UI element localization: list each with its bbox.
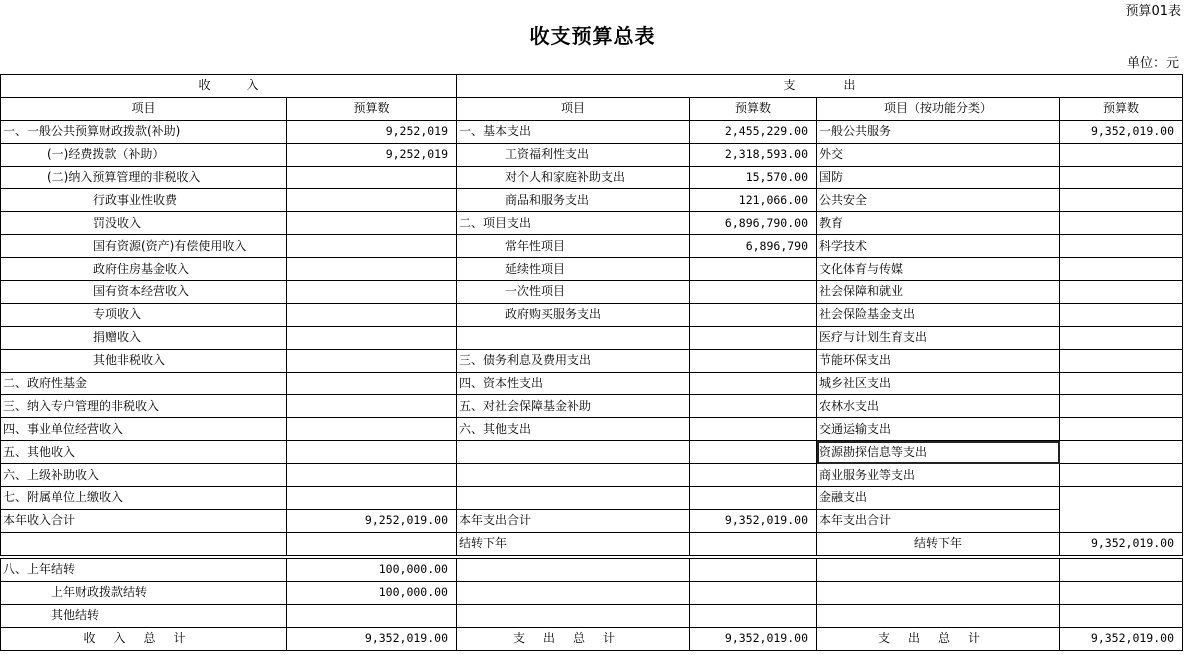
prior-year-other-row: [1, 604, 1183, 627]
expense-value-cell[interactable]: [690, 303, 817, 326]
income-value-cell[interactable]: [287, 372, 457, 395]
func-value-cell[interactable]: [1060, 212, 1183, 235]
expense-value-cell[interactable]: 121,066.00: [690, 189, 817, 212]
income-value-cell[interactable]: [287, 212, 457, 235]
func-value-cell[interactable]: 9,352,019.00: [1060, 532, 1183, 555]
func-item-cell[interactable]: 一般公共服务: [817, 120, 1060, 143]
expense-item-cell[interactable]: 一、基本支出: [457, 120, 690, 143]
table-row: [1, 395, 1183, 418]
expense-item-cell[interactable]: 三、债务利息及费用支出: [457, 349, 690, 372]
expense-empty-cell[interactable]: [457, 559, 690, 582]
budget-table: [0, 74, 1183, 556]
func-item-cell-selected[interactable]: 资源勘探信息等支出: [817, 441, 1060, 464]
income-value-cell[interactable]: [287, 464, 457, 487]
table-row: [1, 441, 1183, 464]
expense-item-cell[interactable]: 工资福利性支出: [457, 143, 690, 166]
income-value-cell[interactable]: [287, 303, 457, 326]
col-header-func-item[interactable]: 项目（按功能分类）: [817, 97, 1060, 120]
income-item-cell[interactable]: 罚没收入: [1, 212, 287, 235]
func-grand-total-label[interactable]: 支出总计: [817, 627, 1060, 650]
func-empty-cell[interactable]: [817, 559, 1060, 582]
func-empty-value-cell[interactable]: [1060, 604, 1183, 627]
income-item-cell[interactable]: 国有资本经营收入: [1, 281, 287, 304]
table-row: [1, 258, 1183, 281]
income-item-cell[interactable]: 七、附属单位上缴收入: [1, 487, 287, 510]
expense-empty-cell[interactable]: [457, 581, 690, 604]
expense-value-cell[interactable]: [690, 372, 817, 395]
income-item-cell[interactable]: 政府住房基金收入: [1, 258, 287, 281]
prior-year-fiscal-row: [1, 581, 1183, 604]
func-value-cell[interactable]: [1060, 487, 1183, 533]
income-value-cell[interactable]: 9,252,019: [287, 120, 457, 143]
func-value-cell[interactable]: [1060, 258, 1183, 281]
prior-year-fiscal-label[interactable]: 上年财政拨款结转: [1, 581, 287, 604]
income-item-cell[interactable]: 二、政府性基金: [1, 372, 287, 395]
col-header-income-item[interactable]: 项目: [1, 97, 287, 120]
func-item-cell[interactable]: 社会保险基金支出: [817, 303, 1060, 326]
income-year-total-label[interactable]: 本年收入合计: [1, 509, 287, 532]
func-value-cell[interactable]: [1060, 303, 1183, 326]
func-value-cell[interactable]: [1060, 189, 1183, 212]
income-empty-cell[interactable]: [1, 532, 287, 555]
expense-item-cell[interactable]: [457, 441, 690, 464]
expense-item-cell[interactable]: 常年性项目: [457, 235, 690, 258]
expense-item-cell[interactable]: [457, 464, 690, 487]
expense-empty-cell[interactable]: [457, 604, 690, 627]
expense-value-cell[interactable]: [690, 326, 817, 349]
year-total-row: [1, 509, 1183, 532]
income-item-cell[interactable]: 捐赠收入: [1, 326, 287, 349]
func-item-cell[interactable]: 城乡社区支出: [817, 372, 1060, 395]
func-value-cell[interactable]: [1060, 372, 1183, 395]
income-year-total-value[interactable]: 9,252,019.00: [287, 509, 457, 532]
expense-item-cell[interactable]: 对个人和家庭补助支出: [457, 166, 690, 189]
income-item-cell[interactable]: 四、事业单位经营收入: [1, 418, 287, 441]
income-item-cell[interactable]: (二)纳入预算管理的非税收入: [1, 166, 287, 189]
income-item-cell[interactable]: 国有资源(资产)有偿使用收入: [1, 235, 287, 258]
func-value-cell[interactable]: [1060, 441, 1183, 464]
expense-carry-forward-label[interactable]: 结转下年: [457, 532, 690, 555]
prior-year-row: [1, 559, 1183, 582]
table-row: [1, 212, 1183, 235]
expense-year-total-value[interactable]: 9,352,019.00: [690, 509, 817, 532]
func-value-cell[interactable]: [1060, 281, 1183, 304]
func-item-cell[interactable]: 文化体育与传媒: [817, 258, 1060, 281]
func-item-cell[interactable]: 节能环保支出: [817, 349, 1060, 372]
income-item-cell[interactable]: 五、其他收入: [1, 441, 287, 464]
func-value-cell[interactable]: [1060, 235, 1183, 258]
expense-value-cell[interactable]: [690, 258, 817, 281]
income-value-cell[interactable]: [287, 395, 457, 418]
expense-item-cell[interactable]: 一次性项目: [457, 281, 690, 304]
expense-empty-value-cell[interactable]: [690, 604, 817, 627]
income-item-cell[interactable]: 其他非税收入: [1, 349, 287, 372]
grand-total-row: [1, 627, 1183, 650]
func-year-total-label[interactable]: 本年支出合计: [817, 509, 1060, 532]
income-value-cell[interactable]: [287, 235, 457, 258]
table-row: [1, 189, 1183, 212]
table-row: [1, 120, 1183, 143]
income-value-cell[interactable]: [287, 441, 457, 464]
income-value-cell[interactable]: [287, 487, 457, 510]
expense-value-cell[interactable]: 2,318,593.00: [690, 143, 817, 166]
income-grand-total-value[interactable]: 9,352,019.00: [287, 627, 457, 650]
func-empty-value-cell[interactable]: [1060, 559, 1183, 582]
income-value-cell[interactable]: [287, 418, 457, 441]
prior-year-other-label[interactable]: 其他结转: [1, 604, 287, 627]
func-value-cell[interactable]: [1060, 395, 1183, 418]
income-item-cell[interactable]: (一)经费拨款（补助）: [1, 143, 287, 166]
expense-item-cell[interactable]: 五、对社会保障基金补助: [457, 395, 690, 418]
income-item-cell[interactable]: 行政事业性收费: [1, 189, 287, 212]
expense-carry-forward-value[interactable]: [690, 532, 817, 555]
expense-value-cell[interactable]: 6,896,790.00: [690, 212, 817, 235]
col-header-income-budget[interactable]: 预算数: [287, 97, 457, 120]
table-row: [1, 235, 1183, 258]
table-row: [1, 372, 1183, 395]
carry-forward-row: [1, 532, 1183, 555]
func-value-cell[interactable]: 9,352,019.00: [1060, 120, 1183, 143]
income-value-cell[interactable]: [287, 326, 457, 349]
expense-value-cell[interactable]: [690, 464, 817, 487]
income-grand-total-label[interactable]: 收入总计: [1, 627, 287, 650]
func-item-cell[interactable]: 国防: [817, 166, 1060, 189]
col-header-expense-item[interactable]: 项目: [457, 97, 690, 120]
func-empty-cell[interactable]: [817, 604, 1060, 627]
func-value-cell[interactable]: [1060, 418, 1183, 441]
func-carry-forward-label[interactable]: 结转下年: [817, 532, 1060, 555]
expense-grand-total-value[interactable]: 9,352,019.00: [690, 627, 817, 650]
func-item-cell[interactable]: 医疗与计划生育支出: [817, 326, 1060, 349]
expense-value-cell[interactable]: 15,570.00: [690, 166, 817, 189]
income-value-cell[interactable]: [287, 258, 457, 281]
income-value-cell[interactable]: [287, 166, 457, 189]
income-value-cell[interactable]: [287, 349, 457, 372]
income-value-cell[interactable]: [287, 189, 457, 212]
table-row: [1, 464, 1183, 487]
func-value-cell[interactable]: [1060, 326, 1183, 349]
expense-value-cell[interactable]: [690, 281, 817, 304]
func-item-cell[interactable]: 教育: [817, 212, 1060, 235]
budget-table-body: [1, 75, 1183, 556]
prior-year-fiscal-value[interactable]: 100,000.00: [287, 581, 457, 604]
table-row: [1, 418, 1183, 441]
table-row: [1, 326, 1183, 349]
expense-item-cell[interactable]: 延续性项目: [457, 258, 690, 281]
func-item-cell[interactable]: 商业服务业等支出: [817, 464, 1060, 487]
income-value-cell[interactable]: [287, 281, 457, 304]
col-header-expense-budget[interactable]: 预算数: [690, 97, 817, 120]
income-item-cell[interactable]: 专项收入: [1, 303, 287, 326]
table-row: [1, 487, 1183, 510]
prior-year-value[interactable]: 100,000.00: [287, 559, 457, 582]
table-row: [1, 166, 1183, 189]
expense-value-cell[interactable]: [690, 349, 817, 372]
func-grand-total-value[interactable]: 9,352,019.00: [1060, 627, 1183, 650]
expense-value-cell[interactable]: [690, 418, 817, 441]
expense-empty-value-cell[interactable]: [690, 559, 817, 582]
prior-year-other-value[interactable]: [287, 604, 457, 627]
func-value-cell[interactable]: [1060, 464, 1183, 487]
func-value-cell[interactable]: [1060, 349, 1183, 372]
table-row: [1, 281, 1183, 304]
income-item-cell[interactable]: 三、纳入专户管理的非税收入: [1, 395, 287, 418]
func-value-cell[interactable]: [1060, 143, 1183, 166]
func-item-cell[interactable]: 公共安全: [817, 189, 1060, 212]
header-row-columns: [1, 97, 1183, 120]
income-item-cell[interactable]: 六、上级补助收入: [1, 464, 287, 487]
header-row-sections: [1, 75, 1183, 98]
func-item-cell[interactable]: 农林水支出: [817, 395, 1060, 418]
expense-item-cell[interactable]: 四、资本性支出: [457, 372, 690, 395]
prior-year-label[interactable]: 八、上年结转: [1, 559, 287, 582]
func-item-cell[interactable]: 金融支出: [817, 487, 1060, 510]
income-empty-value-cell[interactable]: [287, 532, 457, 555]
func-value-cell[interactable]: [1060, 166, 1183, 189]
func-item-cell[interactable]: 科学技术: [817, 235, 1060, 258]
unit-label: 单位：元: [1126, 56, 1179, 71]
func-empty-cell[interactable]: [817, 581, 1060, 604]
expense-item-cell[interactable]: 六、其他支出: [457, 418, 690, 441]
expense-empty-value-cell[interactable]: [690, 581, 817, 604]
table-row: [1, 143, 1183, 166]
expense-item-cell[interactable]: 商品和服务支出: [457, 189, 690, 212]
expense-item-cell[interactable]: [457, 326, 690, 349]
func-item-cell[interactable]: 交通运输支出: [817, 418, 1060, 441]
expense-value-cell[interactable]: 2,455,229.00: [690, 120, 817, 143]
income-value-cell[interactable]: 9,252,019: [287, 143, 457, 166]
page-title: 收支预算总表: [529, 24, 656, 48]
expense-item-cell[interactable]: 二、项目支出: [457, 212, 690, 235]
expense-value-cell[interactable]: [690, 487, 817, 510]
expense-item-cell[interactable]: [457, 487, 690, 510]
expense-value-cell[interactable]: [690, 395, 817, 418]
income-section-header[interactable]: 收 入: [1, 75, 457, 98]
expense-value-cell[interactable]: 6,896,790: [690, 235, 817, 258]
expense-item-cell[interactable]: 政府购买服务支出: [457, 303, 690, 326]
expense-value-cell[interactable]: [690, 441, 817, 464]
table-row: [1, 349, 1183, 372]
func-item-cell[interactable]: 外交: [817, 143, 1060, 166]
table-row: [1, 303, 1183, 326]
func-item-cell[interactable]: 社会保障和就业: [817, 281, 1060, 304]
expense-section-header[interactable]: 支 出: [457, 75, 1183, 98]
col-header-func-budget[interactable]: 预算数: [1060, 97, 1183, 120]
budget-table-footer: [0, 558, 1183, 651]
income-item-cell[interactable]: 一、一般公共预算财政拨款(补助): [1, 120, 287, 143]
report-code: 预算01表: [1125, 4, 1181, 19]
func-empty-value-cell[interactable]: [1060, 581, 1183, 604]
expense-year-total-label[interactable]: 本年支出合计: [457, 509, 690, 532]
expense-grand-total-label[interactable]: 支出总计: [457, 627, 690, 650]
